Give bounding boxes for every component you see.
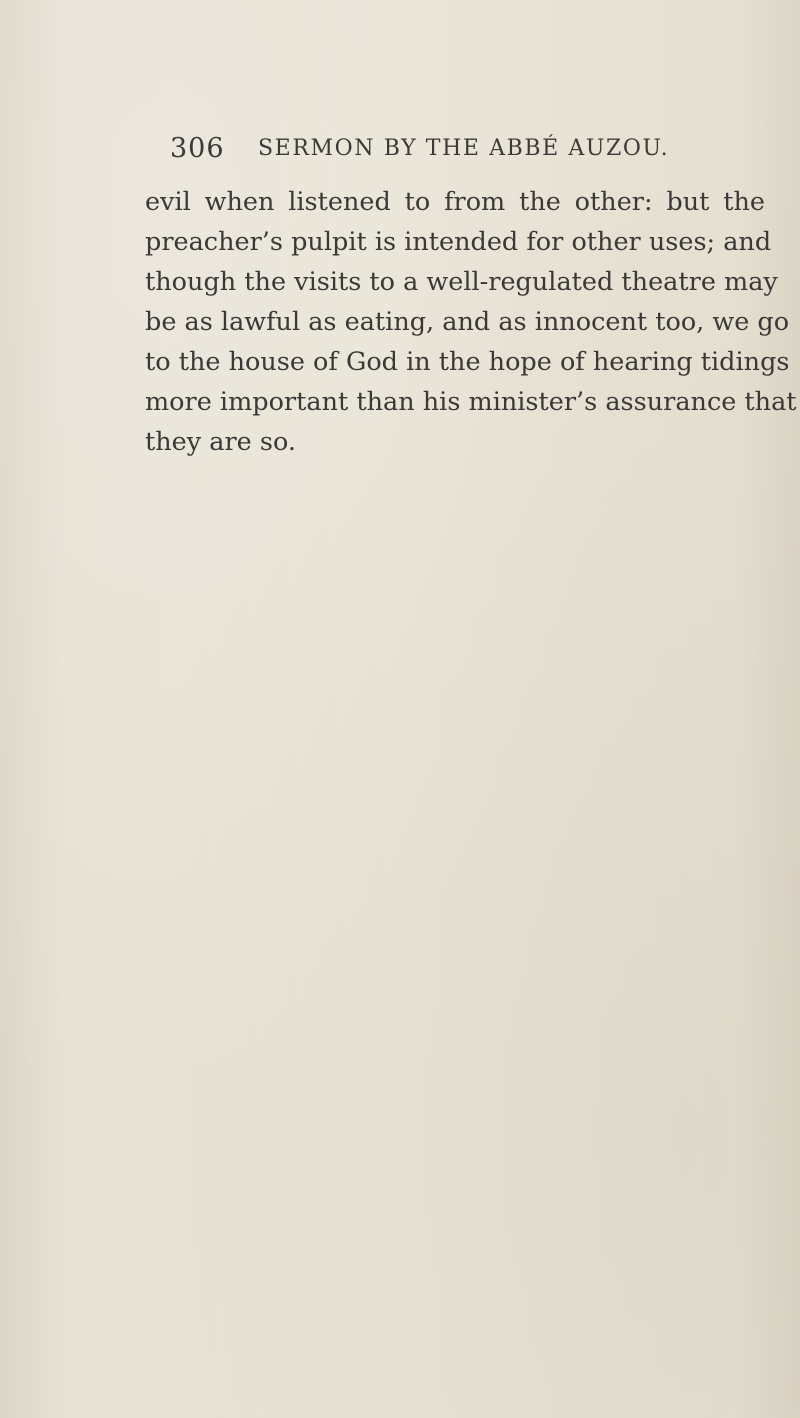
text-line: evil when listened to from the other: but the xyxy=(145,187,765,217)
text-line: though the visits to a well-regulated theatre may xyxy=(145,267,778,297)
text-line: more important than his minister’s assurance that xyxy=(145,387,797,417)
running-head xyxy=(170,133,730,173)
text-line: to the house of God in the hope of hearing tidings xyxy=(145,347,790,377)
text-line: they are so. xyxy=(145,427,296,457)
page-number: 306 xyxy=(170,133,225,164)
running-title: SERMON BY THE ABBÉ AUZOU. xyxy=(258,136,670,161)
text-line: preacher’s pulpit is intended for other uses; and xyxy=(145,227,772,257)
body-paragraph xyxy=(145,182,797,462)
text-line: be as lawful as eating, and as innocent too, we go xyxy=(145,307,790,337)
